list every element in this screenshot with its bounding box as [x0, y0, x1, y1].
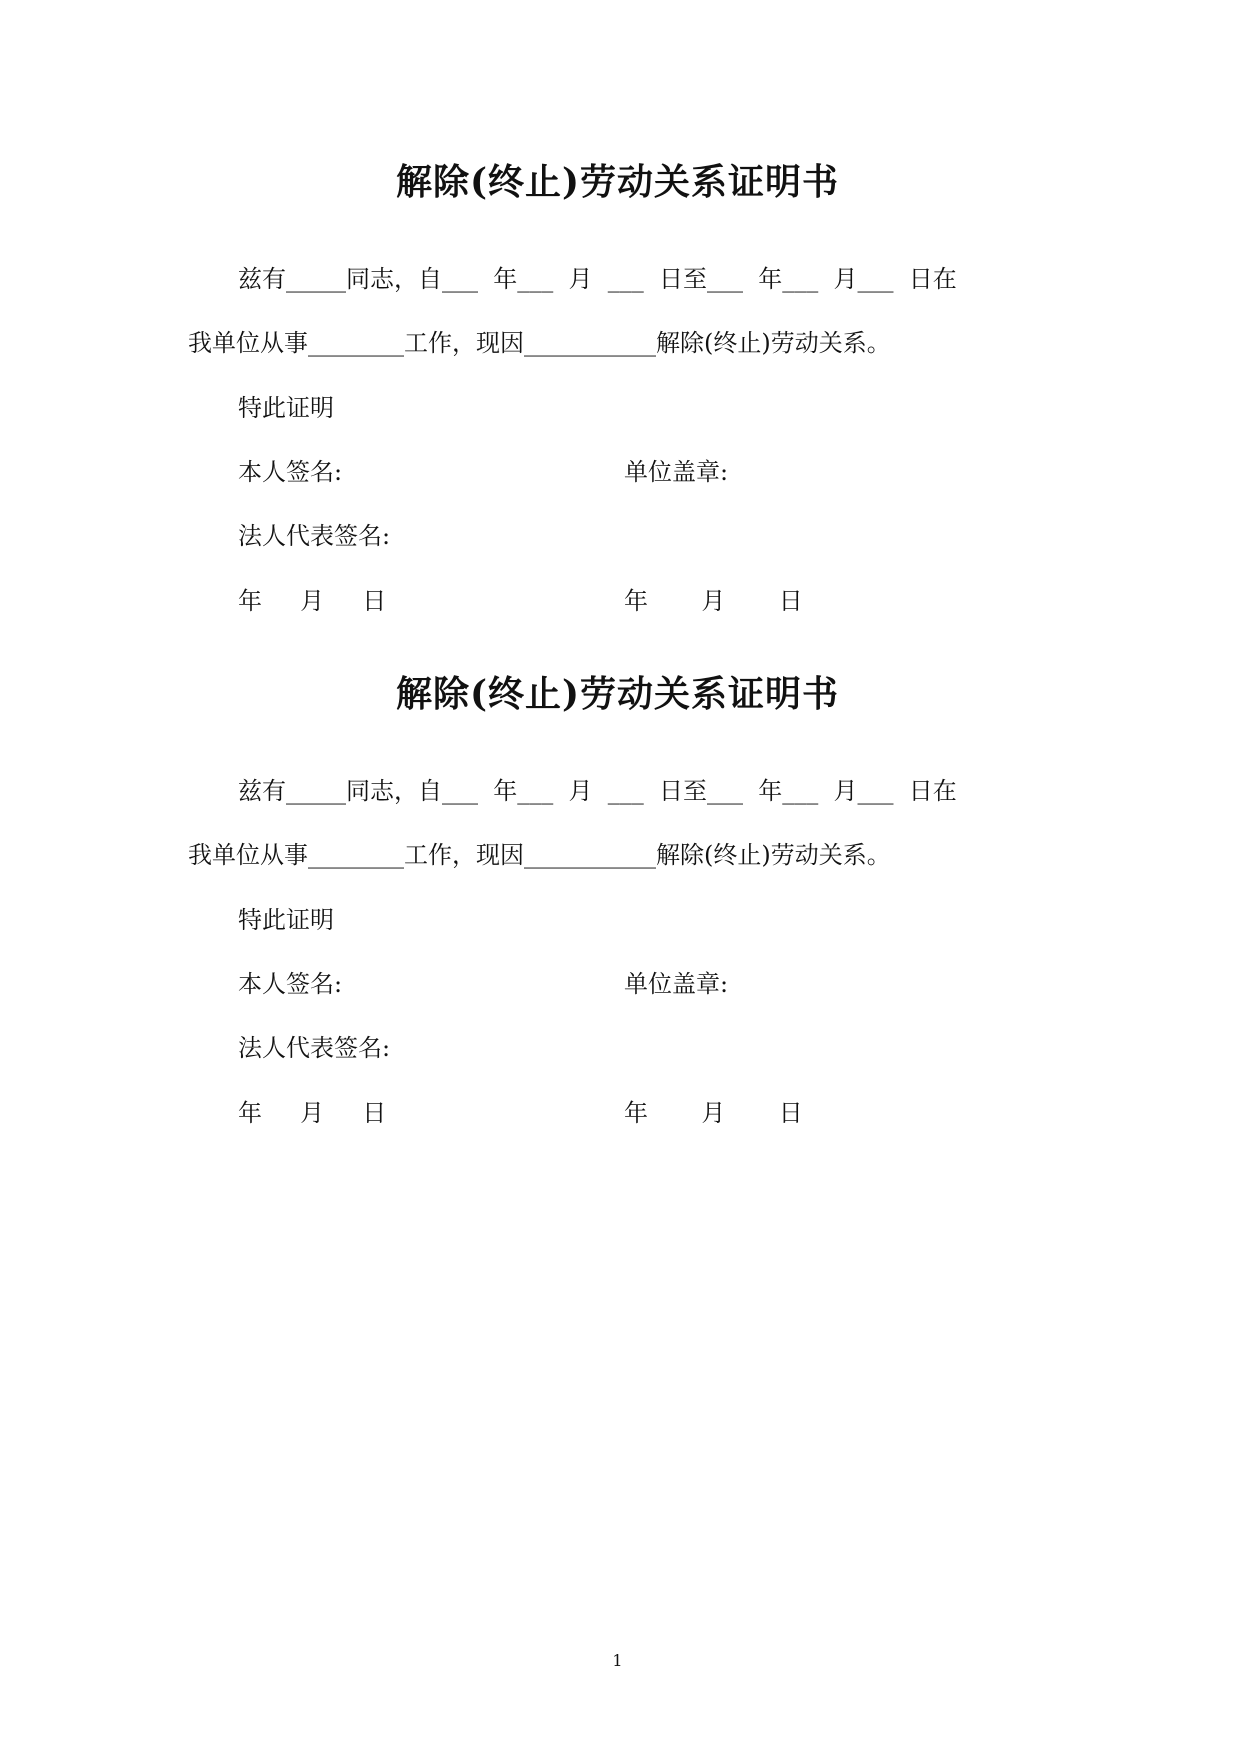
certificate-title: 解除(终止)劳动关系证明书 — [395, 673, 840, 715]
signature-date-left: 年 月 日 — [238, 587, 387, 615]
certification-statement: 特此证明 — [238, 394, 334, 422]
certificate-block-2 — [0, 670, 1235, 1170]
certificate-paragraph-2: 我单位从事________工作，现因___________解除(终止)劳动关系。 — [188, 329, 891, 357]
self-signature-label: 本人签名: — [238, 970, 343, 998]
certificate-paragraph-2: 我单位从事________工作，现因___________解除(终止)劳动关系。 — [188, 841, 891, 869]
page-number: 1 — [612, 1651, 623, 1670]
unit-seal-label: 单位盖章: — [624, 970, 729, 998]
certificate-title: 解除(终止)劳动关系证明书 — [395, 161, 840, 203]
legal-representative-signature-label: 法人代表签名: — [238, 1034, 391, 1062]
signature-date-right: 年 月 日 — [624, 587, 803, 615]
certificate-paragraph-1: 兹有_____同志，自___ 年___ 月 ___ 日至___ 年___ 月___ 日在 — [238, 777, 957, 805]
legal-representative-signature-label: 法人代表签名: — [238, 522, 391, 550]
certificate-block-1 — [0, 158, 1235, 658]
signature-date-left: 年 月 日 — [238, 1099, 387, 1127]
certification-statement: 特此证明 — [238, 906, 334, 934]
signature-date-right: 年 月 日 — [624, 1099, 803, 1127]
certificate-paragraph-1: 兹有_____同志，自___ 年___ 月 ___ 日至___ 年___ 月___ 日在 — [238, 265, 957, 293]
unit-seal-label: 单位盖章: — [624, 458, 729, 486]
self-signature-label: 本人签名: — [238, 458, 343, 486]
